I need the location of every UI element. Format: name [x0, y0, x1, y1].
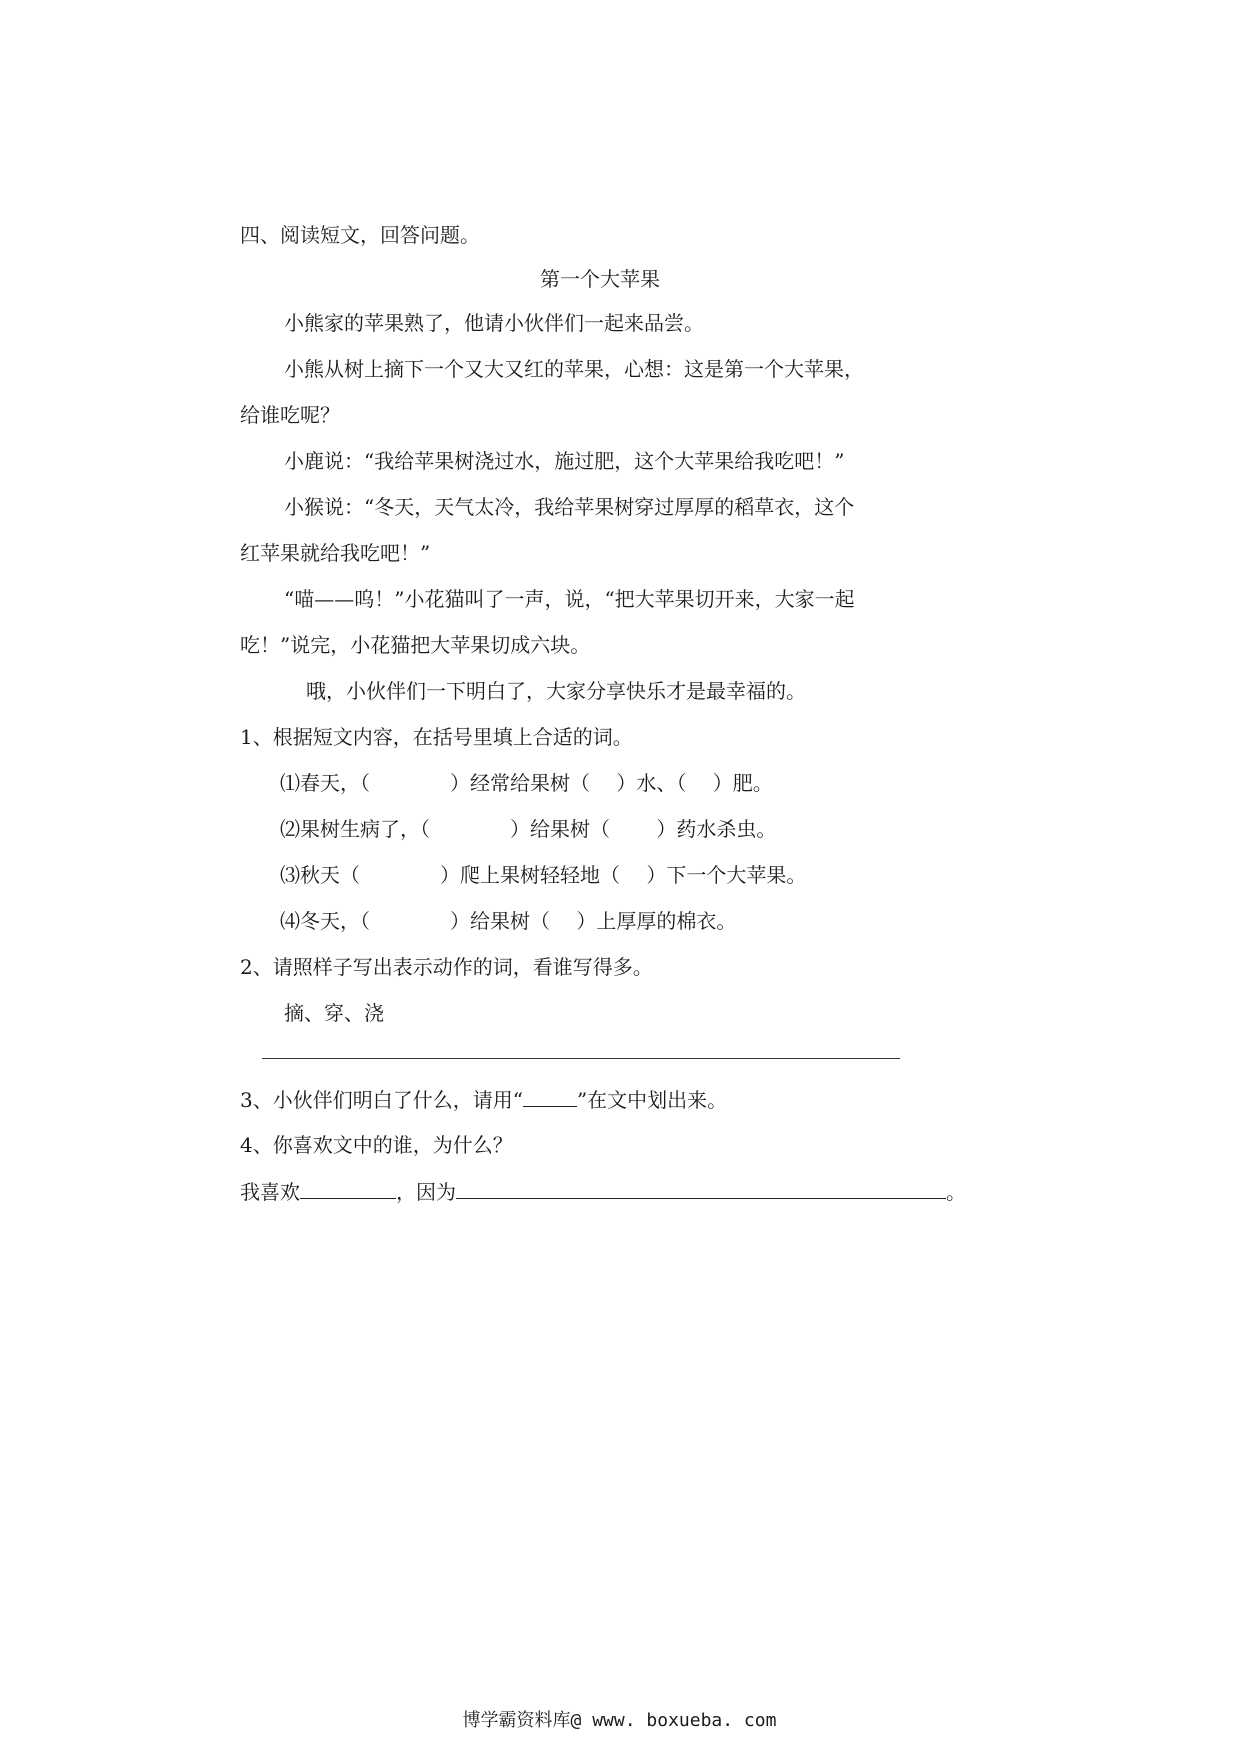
question-1-item-4: ⑷冬天，（ ）给果树（ ）上厚厚的棉衣。	[280, 909, 737, 933]
footer-watermark: 博学霸资料库@ www. boxueba. com	[462, 1710, 777, 1731]
question-4-character-blank[interactable]	[300, 1178, 396, 1199]
passage-paragraph-2-line-1: 小熊从树上摘下一个又大又红的苹果，心想：这是第一个大苹果，	[284, 357, 864, 381]
question-4-answer	[240, 1178, 966, 1205]
passage-paragraph-4-line-2: 红苹果就给我吃吧！”	[240, 541, 431, 565]
passage-paragraph-2-line-2: 给谁吃呢？	[240, 403, 340, 427]
question-1-item-2: ⑵果树生病了，（ ）给果树（ ）药水杀虫。	[280, 817, 777, 841]
story-title: 第一个大苹果	[540, 267, 660, 291]
passage-paragraph-6: 哦，小伙伴们一下明白了，大家分享快乐才是最幸福的。	[306, 679, 806, 703]
question-2-prompt: 2、请照样子写出表示动作的词，看谁写得多。	[240, 955, 653, 979]
question-4-answer-end: 。	[946, 1180, 966, 1204]
passage-paragraph-4-line-1: 小猴说：“冬天，天气太冷，我给苹果树穿过厚厚的稻草衣，这个	[284, 495, 855, 519]
question-4-prompt: 4、你喜欢文中的谁，为什么？	[240, 1133, 513, 1157]
question-3-prompt-after: ”在文中划出来。	[576, 1088, 728, 1112]
section-heading: 四、阅读短文，回答问题。	[240, 223, 480, 247]
passage-paragraph-5-line-1: “喵——呜！”小花猫叫了一声，说，“把大苹果切开来，大家一起	[284, 587, 855, 611]
question-4-answer-label-2: ，因为	[396, 1180, 456, 1204]
passage-paragraph-3: 小鹿说：“我给苹果树浇过水，施过肥，这个大苹果给我吃吧！”	[284, 449, 845, 473]
question-3-prompt	[240, 1086, 727, 1113]
question-1-item-3: ⑶秋天（ ）爬上果树轻轻地（ ）下一个大苹果。	[280, 863, 807, 887]
question-1-item-1: ⑴春天，（ ）经常给果树（ ）水、（ ）肥。	[280, 771, 773, 795]
passage-paragraph-1: 小熊家的苹果熟了，他请小伙伴们一起来品尝。	[284, 311, 704, 335]
question-3-underline-sample	[523, 1086, 577, 1107]
question-2-example: 摘、穿、浇	[284, 1001, 384, 1025]
question-4-reason-blank[interactable]	[456, 1178, 946, 1199]
question-4-answer-label-1: 我喜欢	[240, 1180, 300, 1204]
question-2-answer-line[interactable]	[262, 1058, 900, 1059]
passage-paragraph-5-line-2: 吃！”说完，小花猫把大苹果切成六块。	[240, 633, 591, 657]
question-1-prompt: 1、根据短文内容，在括号里填上合适的词。	[240, 725, 633, 749]
question-3-prompt-before: 3、小伙伴们明白了什么，请用“	[240, 1088, 523, 1112]
